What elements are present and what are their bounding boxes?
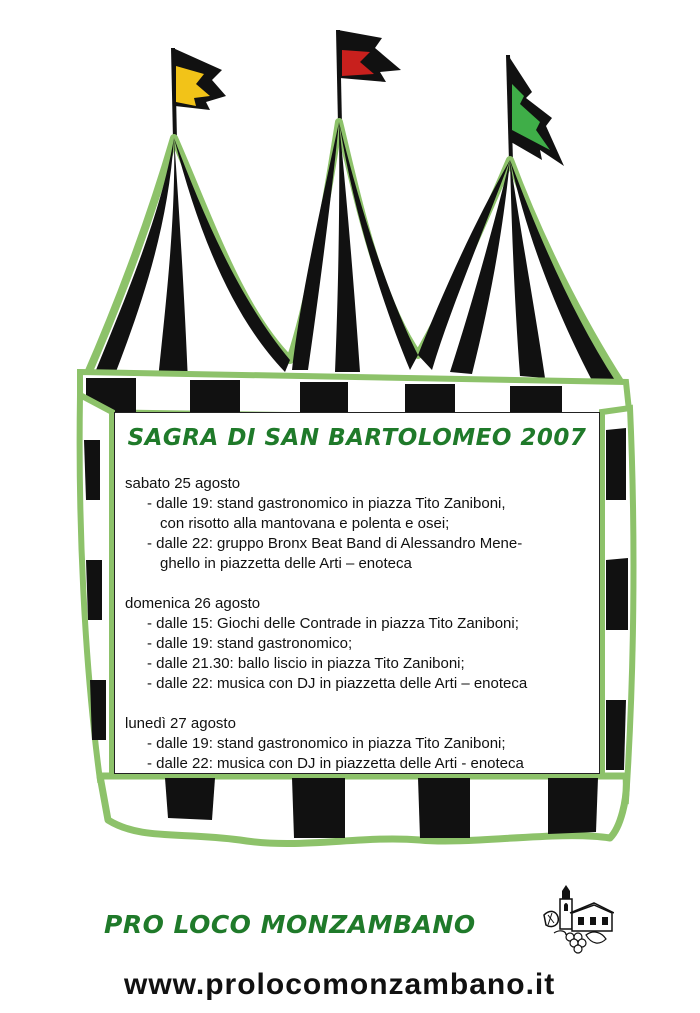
flag-icon — [338, 30, 401, 82]
day-block-monday — [125, 714, 589, 774]
day-label: domenica 26 agosto — [125, 595, 261, 612]
event-panel — [114, 412, 600, 774]
event-line: - dalle 19: stand gastronomico; — [147, 635, 353, 652]
flag-icon — [173, 48, 226, 110]
event-item — [125, 614, 589, 634]
day-label: sabato 25 agosto — [125, 475, 241, 492]
event-line: con risotto alla mantovana e polenta e osei; — [160, 515, 450, 532]
organizer-name: PRO LOCO MONZAMBANO — [104, 910, 476, 939]
poster-title: SAGRA DI SAN BARTOLOMEO 2007 — [127, 425, 587, 451]
event-line: - dalle 15: Giochi delle Contrade in piazza Tito Zaniboni; — [147, 615, 519, 632]
event-item — [125, 534, 589, 574]
day-block-saturday — [125, 474, 589, 574]
flag-icon — [508, 55, 564, 166]
day-label: lunedì 27 agosto — [125, 715, 236, 732]
event-line: - dalle 19: stand gastronomico in piazza Tito Zaniboni; — [147, 735, 506, 752]
event-item — [125, 674, 589, 694]
event-line: - dalle 22: gruppo Bronx Beat Band di Alessandro Mene- — [147, 535, 523, 552]
event-line: - dalle 22: musica con DJ in piazzetta delle Arti – enoteca — [147, 675, 528, 692]
event-line: - dalle 19: stand gastronomico in piazza Tito Zaniboni, — [147, 495, 506, 512]
website-url[interactable]: www.prolocomonzambano.it — [124, 968, 556, 1001]
church-vineyard-icon — [540, 885, 614, 955]
event-item — [125, 734, 589, 754]
event-item — [125, 634, 589, 654]
day-block-sunday — [125, 594, 589, 694]
event-line: - dalle 22: musica con DJ in piazzetta delle Arti - enoteca — [147, 755, 524, 772]
event-line: ghello in piazzetta delle Arti – enoteca — [160, 555, 412, 572]
event-item — [125, 494, 589, 534]
event-item — [125, 754, 589, 774]
event-line: - dalle 21.30: ballo liscio in piazza Tito Zaniboni; — [147, 655, 465, 672]
event-item — [125, 654, 589, 674]
